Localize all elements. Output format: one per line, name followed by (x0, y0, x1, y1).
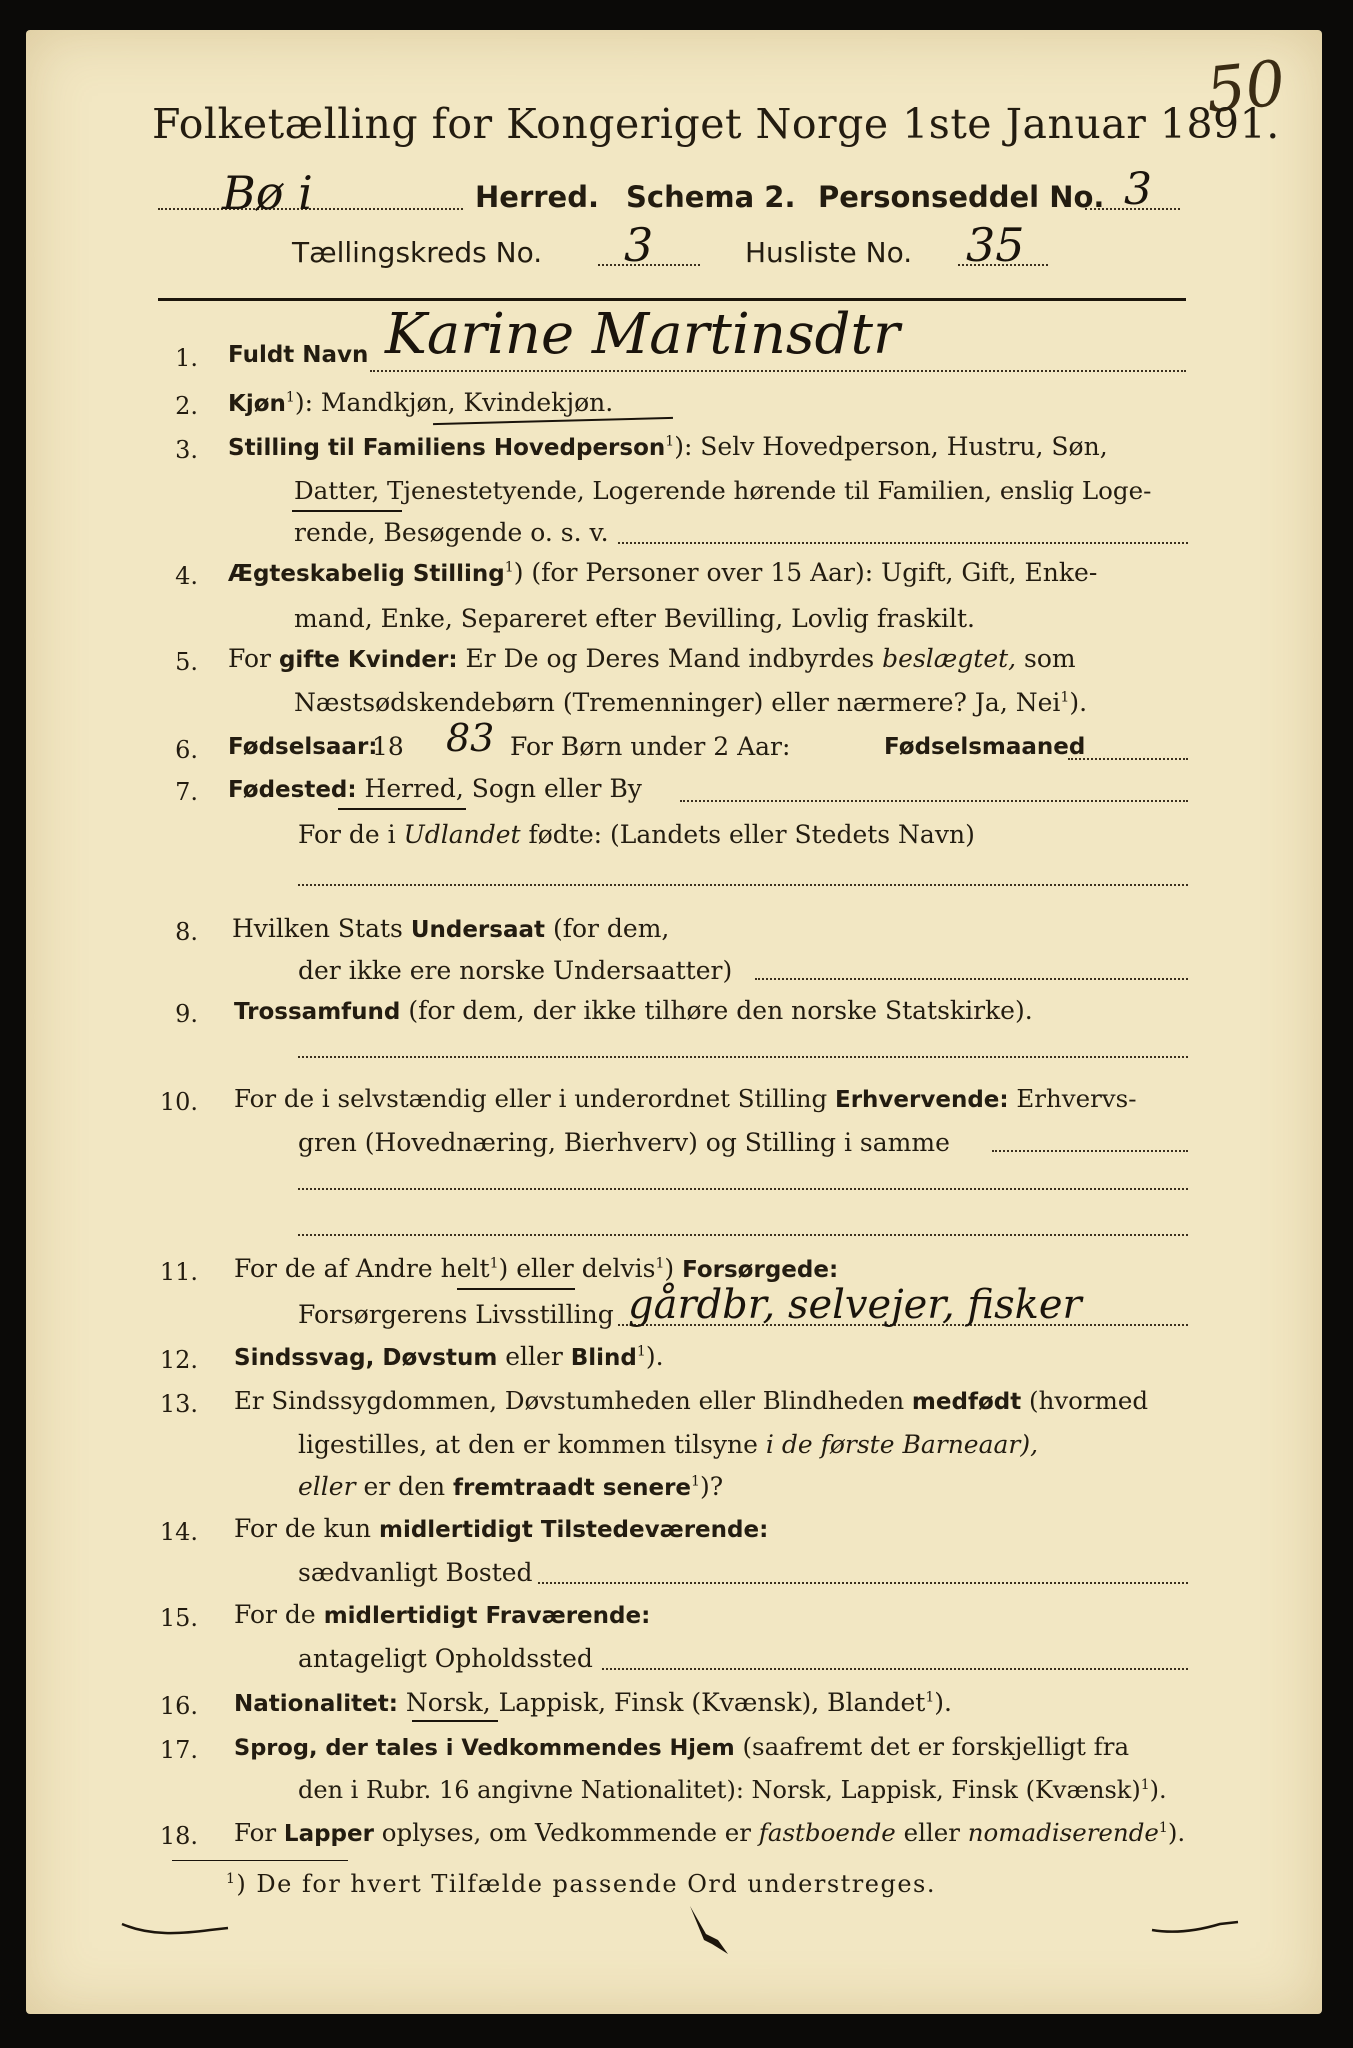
husliste-label: Husliste No. (745, 236, 913, 269)
item-4-line2: mand, Enke, Separeret efter Bevilling, Lovlig fraskilt. (294, 604, 975, 633)
item-3-line3: rende, Besøgende o. s. v. (294, 518, 609, 547)
item-12-text (234, 1342, 664, 1371)
item-8-line2: der ikke ere norske Undersaatter) (298, 956, 733, 985)
item-11-helt: helt (440, 1254, 490, 1283)
item-17-line2-end: ). (1149, 1776, 1167, 1804)
item-16-options: Norsk, Lappisk, Finsk (Kvænsk), Blandet (397, 1688, 926, 1717)
item-11-paren: ) (664, 1254, 683, 1283)
item-16-number: 16. (159, 1692, 198, 1720)
item-10-label: Erhvervende: (835, 1087, 1009, 1113)
schema-label: Schema 2. (626, 180, 796, 214)
item-15-line2: antageligt Opholdssted (298, 1644, 593, 1673)
item-13-post: (hvormed (1021, 1386, 1149, 1415)
personseddel-value: 3 (1124, 164, 1152, 215)
item-15-label: midlertidigt Fraværende: (323, 1603, 651, 1629)
item-6-value: 83 (446, 716, 495, 760)
item-17-label: Sprog, der tales i Vedkommendes Hjem (234, 1735, 735, 1761)
item-6-label: Fødselsaar: (228, 734, 378, 760)
item-9-number: 9. (175, 1000, 198, 1028)
item-13-line3-pre: er den (355, 1472, 454, 1501)
item-11-label: Forsørgede: (682, 1257, 839, 1283)
item-14-text (234, 1514, 768, 1543)
item-2-number: 2. (175, 392, 198, 420)
item-8-number: 8. (175, 918, 198, 946)
item-9-text (234, 996, 1033, 1025)
item-18-pre: For (234, 1818, 284, 1847)
header-rule (158, 298, 1186, 301)
item-18-label: Lapper (283, 1821, 374, 1847)
item-13-line3-italic: eller (298, 1472, 356, 1501)
husliste-value: 35 (966, 218, 1025, 272)
item-18-italic2: nomadiserende (967, 1818, 1159, 1847)
item-5-text (228, 644, 1076, 673)
item-3-options: ): Selv Hovedperson, Hustru, Søn, (674, 432, 1108, 461)
item-2-sup: 1 (285, 389, 295, 406)
flourish-right (1150, 1916, 1240, 1940)
item-7-answer-line (298, 884, 1188, 886)
item-13-line2-italic: i de første Barneaar), (765, 1430, 1039, 1459)
item-15-number: 15. (159, 1604, 198, 1632)
krets-label: Tællingskreds No. (292, 236, 543, 269)
item-5-line2-end: ). (1069, 688, 1088, 717)
item-3-dotted-line (618, 542, 1188, 544)
item-2-label: Kjøn (228, 391, 286, 417)
item-1-value: Karine Martinsdtr (385, 302, 900, 367)
item-3-underline (292, 510, 402, 512)
item-18-number: 18. (159, 1822, 198, 1850)
item-4-number: 4. (175, 562, 198, 590)
item-18-italic: fastboende (758, 1818, 896, 1847)
item-4-label: Ægteskabelig Stilling (228, 561, 505, 587)
flourish-center (684, 1900, 734, 1960)
item-7-line2-pre: For de i (298, 820, 404, 849)
item-15-dotted-line (602, 1668, 1188, 1670)
item-5-italic: beslægtet, (882, 644, 1017, 673)
item-4-text (228, 558, 1097, 587)
page-number: 50 (1202, 46, 1289, 127)
item-16-underline (412, 1720, 498, 1722)
item-5-line2 (294, 688, 1087, 717)
item-11-text (234, 1254, 838, 1283)
item-11-line2: Forsørgerens Livsstilling (298, 1300, 614, 1329)
item-11-pre: For de af Andre (234, 1254, 441, 1283)
item-18-text-mid: oplyses, om Vedkommende er (373, 1818, 759, 1847)
item-8-dotted-line (755, 978, 1188, 980)
item-16-sup: 1 (925, 1689, 935, 1706)
item-4-options: ) (for Personer over 15 Aar): Ugift, Gift, Enke- (513, 558, 1098, 587)
item-13-number: 13. (159, 1390, 198, 1418)
item-10-answer-line-1 (298, 1188, 1188, 1190)
form-title: Folketælling for Kongeriget Norge 1ste Januar 1891. (152, 100, 1280, 148)
item-11-sup-b: 1 (655, 1255, 665, 1272)
item-9-label: Trossamfund (234, 999, 401, 1025)
item-8-label: Undersaat (410, 917, 545, 943)
item-18-post: ). (1167, 1818, 1186, 1847)
item-5-post: som (1016, 644, 1076, 673)
item-13-pre: Er Sindssygdommen, Døvstumheden eller Blindheden (234, 1386, 912, 1415)
item-11-delvis: ) eller delvis (498, 1254, 656, 1283)
item-6-century: 18 (372, 732, 404, 761)
item-14-number: 14. (159, 1518, 198, 1546)
item-18-sup: 1 (1158, 1819, 1168, 1836)
item-5-line2-text: Næstsødskendebørn (Tremenninger) eller nærmere? Ja, Nei (294, 688, 1061, 717)
item-10-number: 10. (159, 1088, 198, 1116)
item-13-sup: 1 (691, 1473, 700, 1490)
item-17-line2-text: den i Rubr. 16 angivne Nationalitet): Norsk, Lappisk, Finsk (Kvænsk) (298, 1776, 1141, 1804)
item-1-dotted-line (370, 370, 1186, 372)
item-17-sup: 1 (1140, 1777, 1150, 1793)
item-12-number: 12. (159, 1346, 198, 1374)
item-13-text (234, 1386, 1148, 1415)
item-11-sup: 1 (489, 1255, 499, 1272)
item-12-sup: 1 (636, 1343, 646, 1360)
item-12-label2: Blind (570, 1345, 637, 1371)
item-3-line2: Datter, Tjenestetyende, Logerende hørende til Familien, enslig Loge- (294, 476, 1152, 505)
item-7-dotted-line (680, 800, 1188, 802)
item-7-underline (338, 808, 466, 810)
item-5-pre: For (228, 644, 279, 673)
item-9-answer-line (298, 1056, 1188, 1058)
item-7-line2-text: fødte: (Landets eller Stedets Navn) (520, 820, 975, 849)
item-3-number: 3. (175, 436, 198, 464)
item-8-pre: Hvilken Stats (232, 914, 411, 943)
item-3-label: Stilling til Familiens Hovedperson (228, 435, 666, 461)
item-17-number: 17. (159, 1736, 198, 1764)
footnote (226, 1870, 936, 1898)
item-14-label: midlertidigt Tilstedeværende: (378, 1517, 769, 1543)
krets-value: 3 (624, 218, 654, 272)
item-6-dotted-line (1068, 758, 1188, 760)
herred-value: Bø i (222, 166, 313, 220)
item-15-text (234, 1600, 650, 1629)
item-10-post: Erhvervs- (1008, 1084, 1137, 1113)
flourish-left (120, 1918, 230, 1942)
item-14-pre: For de kun (234, 1514, 379, 1543)
item-11-underline (457, 1288, 575, 1290)
item-13-line2 (298, 1430, 1038, 1459)
item-6-text2: For Børn under 2 Aar: (510, 732, 791, 761)
item-1-number: 1. (175, 344, 198, 372)
item-1-label: Fuldt Navn (228, 342, 369, 368)
item-7-text (228, 774, 642, 803)
item-18-text (234, 1818, 1185, 1847)
item-2-text (228, 388, 613, 417)
item-3-sup: 1 (665, 433, 675, 450)
item-6-label2: Fødselsmaaned (884, 734, 1086, 760)
item-15-pre: For de (234, 1600, 324, 1629)
item-8-text (232, 914, 669, 943)
item-5-sup: 1 (1060, 689, 1070, 706)
item-16-label: Nationalitet: (234, 1691, 398, 1717)
item-7-options: Herred, Sogn eller By (356, 774, 642, 803)
item-9-post: (for dem, der ikke tilhøre den norske Statskirke). (400, 996, 1033, 1025)
item-11-number: 11. (159, 1258, 198, 1286)
herred-label: Herred. (475, 180, 599, 214)
item-6-number: 6. (175, 736, 198, 764)
item-5-question: Er De og Deres Mand indbyrdes (457, 644, 883, 673)
item-17-text (234, 1732, 1129, 1761)
item-7-line2 (298, 820, 975, 849)
item-17-post: (saafremt det er forskjelligt fra (734, 1732, 1130, 1761)
item-10-answer-line-2 (298, 1234, 1188, 1236)
item-13-line2-pre: ligestilles, at den er kommen tilsyne (298, 1430, 766, 1459)
footnote-rule (172, 1860, 348, 1861)
item-11-value: gårdbr, selvejer, fisker (628, 1282, 1082, 1328)
item-2-options: ): Mandkjøn, Kvindekjøn. (294, 388, 614, 417)
item-13-line3-label: fremtraadt senere (453, 1475, 692, 1501)
item-10-line2: gren (Hovednæring, Bierhverv) og Stilling i samme (298, 1128, 950, 1157)
footnote-text: ) De for hvert Tilfælde passende Ord understreges. (236, 1870, 936, 1898)
personseddel-label: Personseddel No. (818, 180, 1105, 214)
item-10-pre: For de i selvstændig eller i underordnet Stilling (234, 1084, 835, 1113)
item-14-dotted-line (538, 1582, 1188, 1584)
item-18-text2: eller (895, 1818, 968, 1847)
item-7-number: 7. (175, 778, 198, 806)
item-5-label: gifte Kvinder: (278, 647, 458, 673)
item-12-text-mid: eller (497, 1342, 571, 1371)
item-10-dotted-line (992, 1150, 1188, 1152)
item-13-line3 (298, 1472, 723, 1501)
item-12-post: ). (645, 1342, 664, 1371)
item-13-label: medfødt (911, 1389, 1022, 1415)
item-16-text (234, 1688, 952, 1717)
item-14-line2: sædvanligt Bosted (298, 1558, 533, 1587)
item-13-line3-end: )? (699, 1472, 724, 1501)
item-4-sup: 1 (504, 559, 514, 576)
item-8-post: (for dem, (545, 914, 670, 943)
item-16-post: ). (934, 1688, 952, 1717)
item-5-number: 5. (175, 648, 198, 676)
item-7-line2-italic: Udlandet (403, 820, 521, 849)
item-7-label: Fødested: (228, 777, 357, 803)
item-10-text (234, 1084, 1137, 1113)
footnote-sup: 1 (226, 1871, 237, 1887)
item-17-line2 (298, 1776, 1167, 1804)
item-12-label: Sindssvag, Døvstum (234, 1345, 498, 1371)
item-3-text (228, 432, 1108, 461)
